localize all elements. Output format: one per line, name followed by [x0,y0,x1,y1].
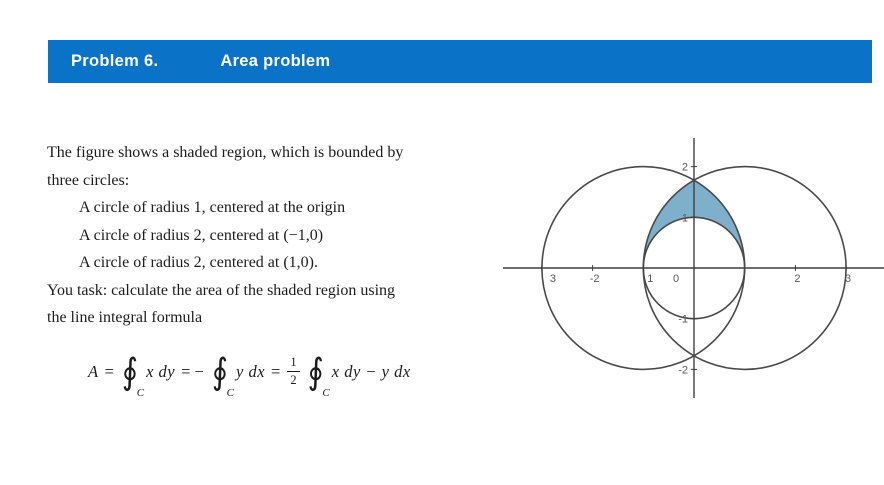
x-tick-label: 0 [672,273,680,285]
x-tick-label: 1 [647,273,654,285]
statement-line: A circle of radius 2, centered at (−1,0) [79,226,324,244]
statement-line: A circle of radius 1, centered at the origin [79,199,346,216]
statement-line: The figure shows a shaded region, which is bounded by [47,144,404,161]
x-tick-label: 3 [845,273,852,285]
contour-integral-icon [121,349,145,399]
formula-area-symbol: A [88,362,99,381]
formula-equals-minus: = − [181,362,204,381]
fraction-denominator: 2 [290,373,297,387]
problem-statement [47,139,497,332]
problem-number-label: Problem 6. [71,52,159,70]
oint-glyph: ∮ [121,351,139,393]
line-integral-formula [88,344,411,400]
statement-line: A circle of radius 2, centered at (1,0). [79,254,319,271]
formula-term-xdy: x dy [146,362,176,381]
contour-subscript: C [136,387,145,399]
contour-integral-icon [211,349,234,399]
statement-line: the line integral formula [47,309,203,326]
problem-title: Area problem [220,52,331,70]
figure-plot [500,120,884,410]
y-tick-label: -1 [678,313,688,326]
statement-line: You task: calculate the area of the shaded region using [47,281,396,299]
formula-equals: = [104,362,114,381]
oint-glyph: ∮ [211,351,228,393]
x-tick-label: -2 [589,273,600,285]
y-tick-label: -2 [678,364,688,377]
x-tick-label: 2 [794,273,801,285]
fraction-numerator: 1 [287,355,299,372]
one-half-fraction [287,355,299,388]
figure [500,120,884,410]
y-tick-label: 2 [681,161,688,174]
formula-term-xdy-ydx: x dy − y dx [331,362,411,381]
contour-integral-icon [307,349,330,399]
statement-line: three circles: [47,171,130,189]
formula-term-ydx: y dx [236,362,266,381]
oint-glyph: ∮ [307,351,324,393]
contour-subscript: C [322,387,330,399]
y-tick-label: 1 [681,212,688,225]
x-tick-label: 3 [549,273,556,285]
problem-header-bar [48,40,872,83]
contour-subscript: C [226,387,234,399]
formula-equals: = [271,362,281,381]
